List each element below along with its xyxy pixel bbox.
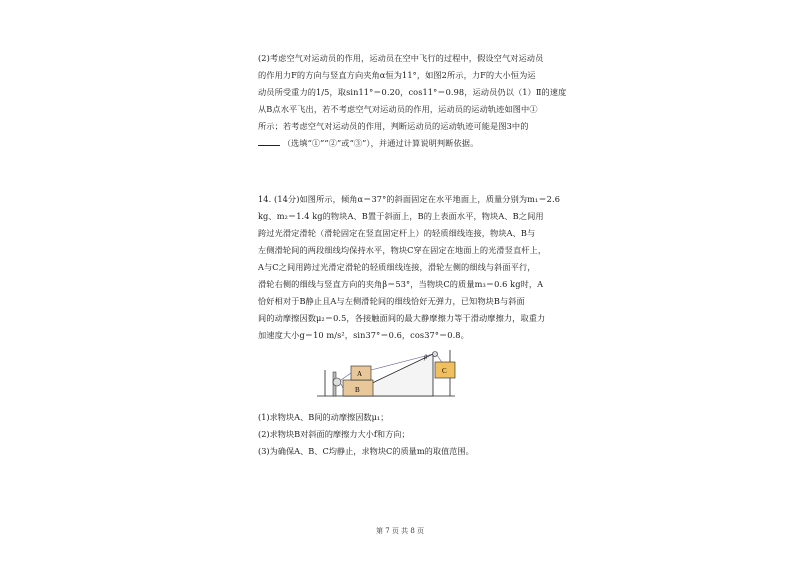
question-item: (3)为确保A、B、C均静止，求物块C的质量m的取值范围。 — [258, 446, 474, 456]
string-left-a — [341, 373, 351, 380]
text-line: kg、m₂＝1.4 kg的物块A、B置于斜面上，B的上表面水平，物块A、B之间用 — [258, 211, 544, 221]
block-b-label: B — [355, 386, 360, 394]
text-line: 动员所受重力的1/5，取sin11°＝0.20，cos11°＝0.98，运动员仍以（1）Ⅱ的速度 — [258, 87, 567, 97]
block-c-label: C — [442, 367, 447, 375]
question-item: (2)求物块B对斜面的摩擦力大小f和方向； — [258, 429, 410, 439]
text-line: 14. (14分)如图所示，倾角α＝37°的斜面固定在水平地面上，质量分别为m₁＝2.6 — [258, 194, 561, 204]
text-line: 左侧滑轮间的两段细线均保持水平，物块C穿在固定在地面上的光滑竖直杆上， — [258, 245, 547, 255]
text-line: A与C之间用跨过光滑定滑轮的轻质细线连接，滑轮左侧的细线与斜面平行， — [258, 262, 536, 272]
text-line: 恰好相对于B静止且A与左侧滑轮间的细线恰好无弹力，已知物块B与斜面 — [258, 296, 525, 306]
text-line: 所示；若考虑空气对运动员的作用，判断运动员的运动轨迹可能是图3中的 — [258, 121, 529, 131]
text-line: (2)考虑空气对运动员的作用，运动员在空中飞行的过程中，假设空气对运动员 — [258, 53, 544, 63]
problem-14 — [258, 191, 561, 344]
text-line: 滑轮右侧的细线与竖直方向的夹角β＝53°，当物块C的质量m₃＝0.6 kg时，A — [258, 279, 544, 289]
problem-14-questions — [258, 409, 558, 460]
left-pulley — [333, 378, 341, 386]
beta-label: β — [424, 355, 427, 361]
text-line: 从B点水平飞出，若不考虑空气对运动员的作用，运动员的运动轨迹如图中① — [258, 104, 538, 114]
answer-line — [258, 135, 558, 152]
top-pulley — [433, 352, 438, 357]
text-line: 间的动摩擦因数μ₂＝0.5，各接触面间的最大静摩擦力等于滑动摩擦力，取重力 — [258, 313, 546, 323]
problem-13-part-2 — [258, 50, 567, 152]
text-fragment: （选填“①”“②”或“③”），并通过计算说明判断依据。 — [282, 138, 479, 148]
block-a-label: A — [357, 370, 363, 378]
page-footer: 第 7 页 共 8 页 — [375, 527, 425, 535]
text-line: 跨过光滑定滑轮（滑轮固定在竖直固定杆上）的轻质细线连接，物块A、B与 — [258, 228, 536, 238]
incline-pulley-figure — [315, 350, 475, 400]
answer-blank — [258, 137, 280, 146]
question-item: (1)求物块A、B间的动摩擦因数μ₁； — [258, 412, 389, 422]
text-line: 加速度大小g＝10 m/s²，sin37°＝0.6，cos37°＝0.8。 — [258, 330, 469, 340]
text-line: 的作用力F的方向与竖直方向夹角α恒为11°，如图2所示，力F的大小恒为运 — [258, 70, 536, 80]
